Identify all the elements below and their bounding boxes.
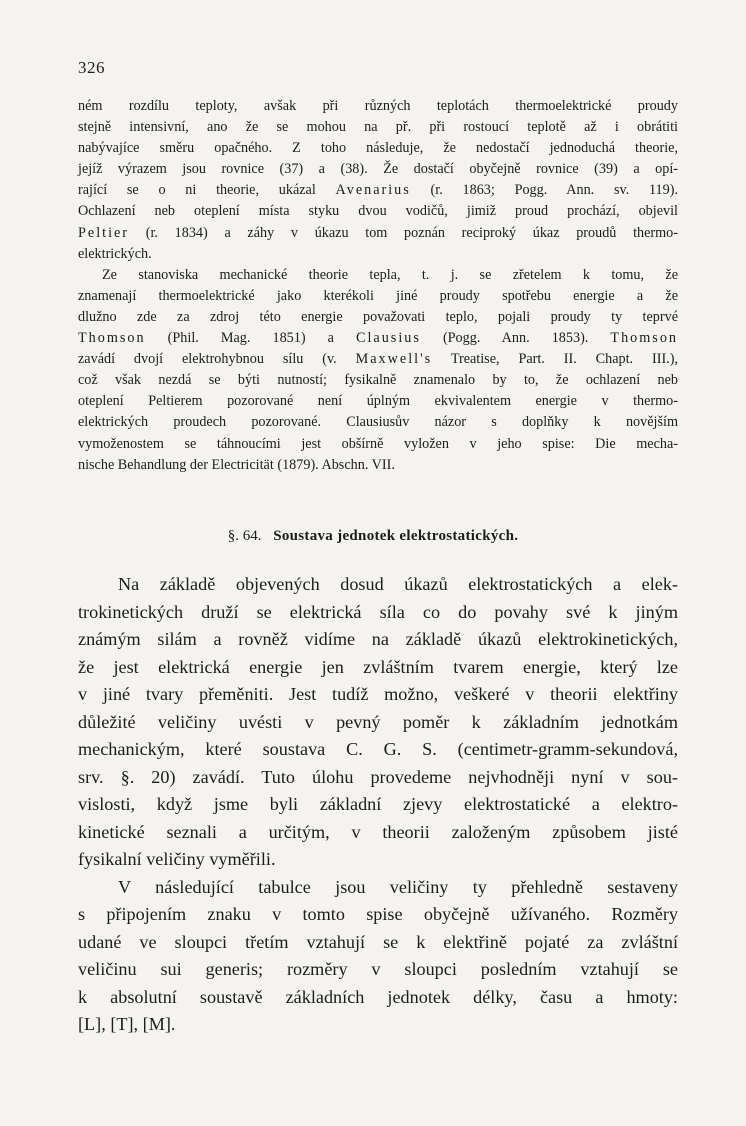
author-name-thomson: Thomson [610,330,679,347]
author-name-thomson: Thomson [78,330,146,347]
text-line: že jest elektrická energie jen zvláštním tvarem energie, který lze [78,656,678,677]
page-number: 326 [78,58,105,77]
text-line: Ochlazení neb oteplení místa styku dvou vodičů, jimiž proud prochází, objevil [78,203,678,220]
text-line: jejíž výrazem jsou rovnice (37) a (38). Že dostačí obyčejně rovnice (39) a opí- [78,161,678,178]
section-number: §. 64. [227,528,262,544]
text-line: nische Behandlung der Electricität (1879). Abschn. VII. [78,456,395,473]
text-line: srv. §. 20) zavádí. Tuto úlohu provedeme nejvhodněji nyní v sou- [78,766,678,787]
text-line: veličinu sui generis; rozměry v sloupci posledním vztahují se [78,959,678,979]
text-line: rající se o ni theorie, ukázal Avenarius (r. 1863; Pogg. Ann. sv. 119). [78,182,678,199]
top-text-block [78,96,678,476]
text-line: ném rozdílu teploty, avšak při různých teplotách thermoelektrické proudy [78,98,678,114]
text-line: elektrických proudech pozorované. Clausiusův názor s doplňky k novějším [78,414,678,431]
author-name-peltier: Peltier [78,224,130,241]
text-line: zavádí dvojí elektrohybnou sílu (v. Maxwell's Treatise, Part. II. Chapt. III.), [78,351,679,368]
author-name-avenarius: Avenarius [335,182,411,199]
text-line: nabývajíce směru opačného. Z toho následuje, že nedostačí jednoduchá theorie, [78,140,678,157]
text-line: Ze stanoviska mechanické theorie tepla, t. j. se zřetelem k tomu, že [102,266,678,283]
text-line: známým silám a rovněž vidíme na základě úkazů elektrokinetických, [78,629,678,649]
text-line: oteplení Peltierem pozorované není úplným ekvivalentem energie v thermo- [78,393,678,410]
text-line: kinetické seznali a určitým, v theorii založeným způsobem jisté [78,821,678,842]
text-line: Peltier (r. 1834) a záhy v úkazu tom poznán reciproký úkaz proudů thermo- [78,224,679,241]
text-line: s připojením znaku v tomto spise obyčejně užívaného. Rozměry [78,904,678,924]
text-line: stejně intensivní, ano že se mohou na př. při rostoucí teplotě až i obrátiti [78,119,678,136]
section-title: Soustava jednotek elektrostatických. [273,528,519,544]
text-line: fysikalní veličiny vyměřili. [78,849,276,869]
text-line: udané ve sloupci třetím vztahují se k elektřině pojaté za zvláštní [78,931,678,952]
text-line: vymoženostem se táhnoucími jest obšírně vyložen v jeho spise: Die mecha- [78,435,678,452]
text-line: k absolutní soustavě základních jednotek délky, času a hmoty: [78,986,678,1007]
author-name-clausius: Clausius [356,330,421,347]
text-line: [L], [T], [M]. [78,1014,176,1034]
text-line: což však nezdá se býti nutností; fysikalně znamenalo by to, že ochlazení neb [78,372,678,389]
text-line: mechanickým, které soustava C. G. S. (centimetr-gramm-sekundová, [78,739,678,759]
text-line: vislosti, když jsme byli základní zjevy elektrostatické a elektro- [78,794,678,814]
text-line: elektrických. [78,245,152,262]
main-text-block [78,571,678,1039]
text-line: znamenají thermoelektrické jako kterékoli jiné proudy spotřebu energie a že [78,287,678,304]
text-line: dlužno zde za zdroj této energie považovati teplo, pojali proudy ty teprvé [78,308,678,325]
author-name-maxwell: Maxwell's [355,351,433,368]
text-line: Na základě objevených dosud úkazů elektrostatických a elek- [118,574,678,594]
text-line: trokinetických druží se elektrická síla co do povahy své k jiným [78,601,678,622]
text-line: v jiné tvary přeměniti. Jest tudíž možno, veškeré v theorii elektřiny [78,684,678,704]
text-line: V následující tabulce jsou veličiny ty přehledně sestaveny [118,876,678,897]
text-line: důležité veličiny uvésti v pevný poměr k základním jednotkám [78,711,678,732]
section-heading [0,528,746,545]
text-line: Thomson (Phil. Mag. 1851) a Clausius (Pogg. Ann. 1853). Thomson [78,330,679,347]
